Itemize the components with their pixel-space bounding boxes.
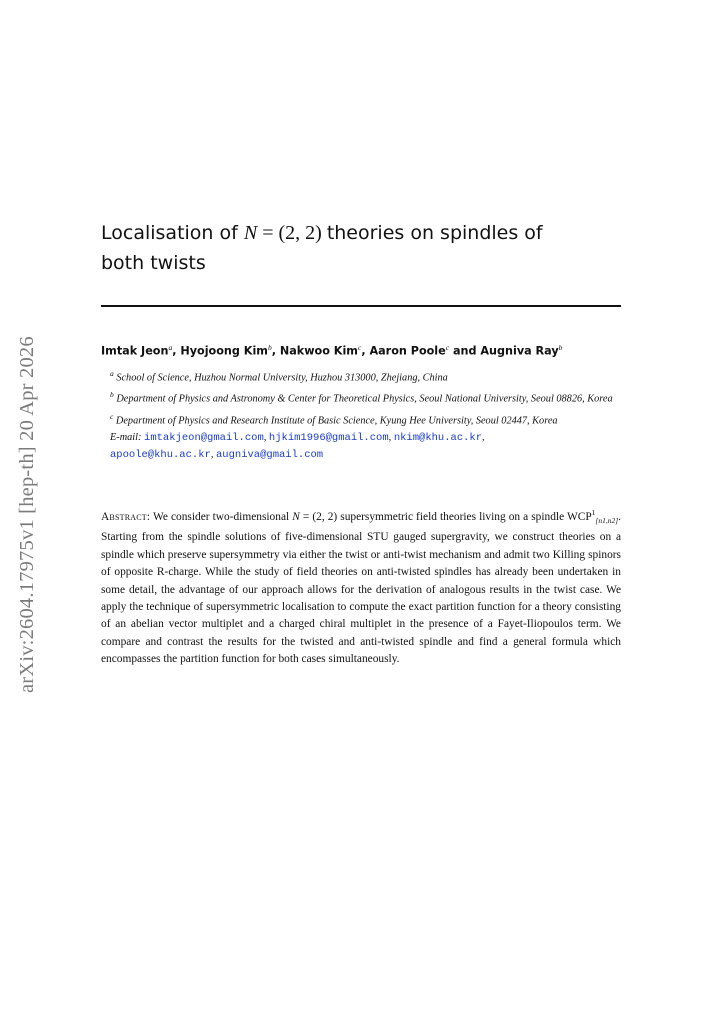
abstract-math-wcp: WCP bbox=[566, 511, 592, 523]
author-list: Imtak Jeon$^a$, Hyojoong Kim$^b$, Nakwoo Kim$^c$, Aaron Poole$^c$ and Augniva Ray$^b$ bbox=[101, 343, 563, 358]
email-link[interactable]: nkim@khu.ac.kr bbox=[393, 432, 483, 445]
affiliation-b: $^b$ Department of Physics and Astronomy & Center for Theoretical Physics, Seoul National University, Seoul 08826, Korea bbox=[110, 390, 613, 405]
abstract-math-N: N bbox=[292, 511, 300, 523]
author-affiliation-mark: c bbox=[445, 343, 450, 352]
author-name: Imtak Jeon bbox=[101, 344, 169, 358]
author-name: Nakwoo Kim bbox=[279, 344, 358, 358]
title-math-eq: = (2, 2) bbox=[257, 222, 327, 244]
author-name: Augniva Ray bbox=[480, 344, 559, 358]
title-part3: both twists bbox=[101, 252, 206, 274]
abstract-label: Abstract: bbox=[101, 511, 151, 523]
email-link[interactable]: imtakjeon@gmail.com bbox=[144, 432, 264, 445]
affiliation-a: $^a$ School of Science, Huzhou Normal University, Huzhou 313000, Zhejiang, China bbox=[110, 369, 448, 384]
affiliations bbox=[110, 366, 622, 463]
affiliation-c: $^c$ Department of Physics and Research Institute of Basic Science, Kyung Hee University, Seoul 02447, Korea bbox=[110, 411, 558, 427]
email-link[interactable]: augniva@gmail.com bbox=[215, 448, 324, 461]
title-math bbox=[244, 222, 327, 244]
title-part1: Localisation of bbox=[101, 222, 244, 244]
author-affiliation-mark: c bbox=[357, 343, 362, 352]
author-affiliation-mark: a bbox=[168, 343, 173, 352]
paper-title bbox=[101, 218, 621, 278]
title-math-N: N bbox=[243, 222, 258, 244]
arxiv-sidebar-identifier: arXiv:2604.17975v1 [hep-th] 20 Apr 2026 bbox=[16, 336, 38, 693]
author-name: Aaron Poole bbox=[369, 344, 446, 358]
email-list: E-mail: imtakjeon@gmail.com, hjkim1996@gmail.com, nkim@khu.ac.kr, apoole@khu.ac.kr, augniva@gmail.com bbox=[110, 432, 485, 461]
title-divider bbox=[101, 305, 621, 307]
abstract: Abstract: We consider two-dimensional N = (2, 2) supersymmetric field theories living on a spindle $WCP^1_{[n1,n2]}$. Starting from the spindle solutions of five-dimensional STU gauged supergravity, we construct theories on a spindle which preserve supersymmetry via either the twist or anti-twist mechanism and admit two Killing spinors of opposite R-charge. While the study of field theories on anti-twisted spindles has already been undertaken in some detail, the advantage of our approach allows for the derivation of analogous results in the twist case. We apply the technique of supersymmetric localisation to compute the exact partition function for a theory consisting of an abelian vector multiplet and a charged chiral multiplet in the presence of a Fayet-Iliopoulos term. We compare and contrast the results for the twisted and anti-twisted spindle and find a general formula which encompasses the partition function for both cases simultaneously. bbox=[101, 508, 621, 666]
author-affiliation-mark: b bbox=[267, 343, 272, 352]
email-link[interactable]: apoole@khu.ac.kr bbox=[110, 448, 211, 461]
email-link[interactable]: hjkim1996@gmail.com bbox=[268, 432, 389, 445]
author-name: Hyojoong Kim bbox=[180, 344, 268, 358]
author-affiliation-mark: b bbox=[558, 343, 563, 352]
email-label: E-mail: bbox=[110, 432, 145, 444]
title-part2: theories on spindles of bbox=[326, 222, 543, 244]
